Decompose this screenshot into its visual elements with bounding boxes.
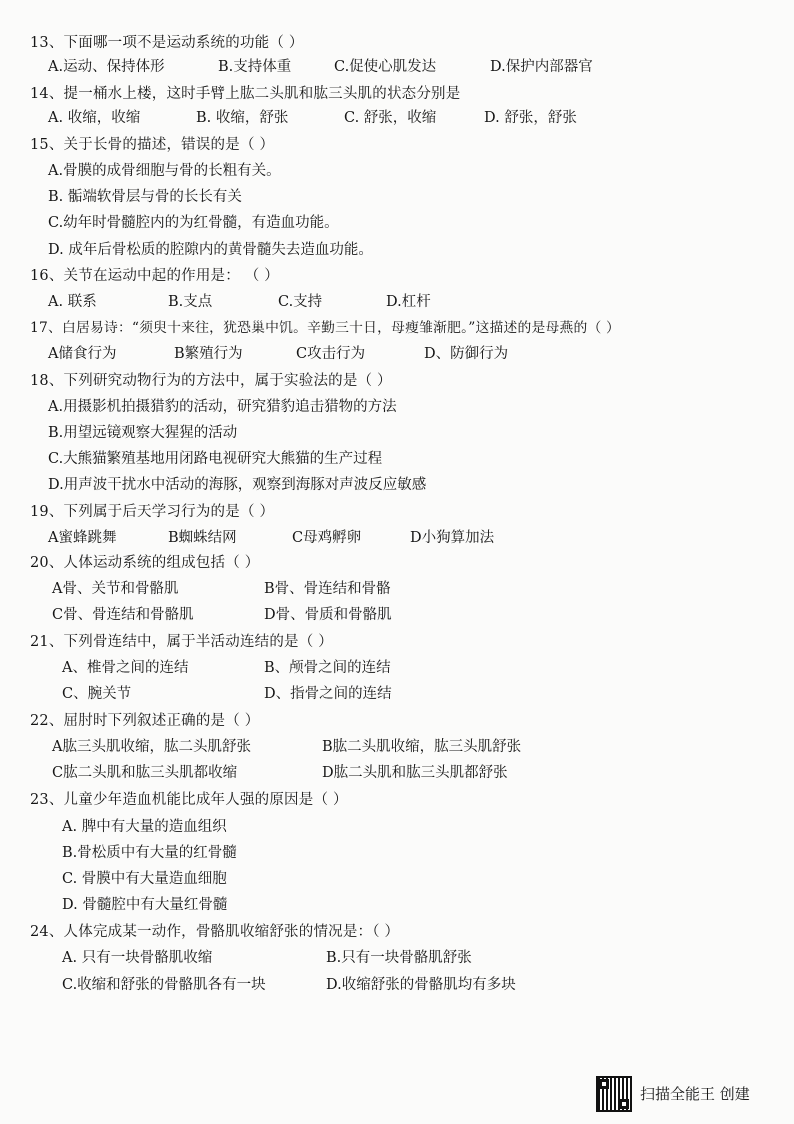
option-d: D.杠杆 bbox=[386, 294, 431, 310]
option-c: C.幼年时骨髓腔内的为红骨髓，有造血功能。 bbox=[48, 215, 339, 231]
option-b: B.骨松质中有大量的红骨髓 bbox=[62, 845, 237, 861]
option-a: A.用摄影机拍摄猎豹的活动，研究猎豹追击猎物的方法 bbox=[48, 399, 397, 415]
option-b: B骨、骨连结和骨骼 bbox=[264, 581, 391, 597]
question-stem: 15、关于长骨的描述，错误的是（ ） bbox=[30, 137, 275, 153]
option-c: C.促使心肌发达 bbox=[334, 59, 437, 75]
option-d: D、指骨之间的连结 bbox=[264, 686, 392, 702]
question-stem: 13、下面哪一项不是运动系统的功能（ ） bbox=[30, 35, 304, 51]
watermark-text: 扫描全能王 创建 bbox=[640, 1085, 750, 1103]
question-stem: 14、提一桶水上楼，这时手臂上肱二头肌和肱三头肌的状态分别是 bbox=[30, 86, 461, 102]
option-b: B繁殖行为 bbox=[174, 346, 243, 362]
option-d: D.保护内部器官 bbox=[490, 59, 593, 75]
option-c: C.支持 bbox=[278, 294, 323, 310]
option-d: D小狗算加法 bbox=[410, 530, 495, 546]
option-a: A肱三头肌收缩，肱二头肌舒张 bbox=[52, 739, 251, 755]
option-c: C. 舒张，收缩 bbox=[344, 110, 437, 126]
option-c: C攻击行为 bbox=[296, 346, 366, 362]
question-stem: 23、儿童少年造血机能比成年人强的原因是（ ） bbox=[30, 792, 348, 808]
option-b: B肱二头肌收缩，肱三头肌舒张 bbox=[322, 739, 522, 755]
question-stem: 21、下列骨连结中，属于半活动连结的是（ ） bbox=[30, 634, 333, 650]
qr-code-icon bbox=[596, 1076, 632, 1112]
question-stem: 22、屈肘时下列叙述正确的是（ ） bbox=[30, 713, 260, 729]
scanner-watermark bbox=[596, 1076, 786, 1112]
option-c: C母鸡孵卵 bbox=[292, 530, 362, 546]
option-d: D. 骨髓腔中有大量红骨髓 bbox=[62, 897, 228, 913]
option-a: A. 联系 bbox=[48, 294, 97, 310]
option-a: A.骨膜的成骨细胞与骨的长粗有关。 bbox=[48, 163, 281, 179]
question-stem: 16、关节在运动中起的作用是： （ ） bbox=[30, 268, 279, 284]
option-b: B. 收缩，舒张 bbox=[196, 110, 289, 126]
option-a: A. 脾中有大量的造血组织 bbox=[62, 819, 227, 835]
option-d: D.用声波干扰水中活动的海豚，观察到海豚对声波反应敏感 bbox=[48, 477, 427, 493]
option-c: C.收缩和舒张的骨骼肌各有一块 bbox=[62, 977, 266, 993]
option-b: B.支点 bbox=[168, 294, 213, 310]
question-stem: 18、下列研究动物行为的方法中，属于实验法的是（ ） bbox=[30, 373, 392, 389]
option-d: D、防御行为 bbox=[424, 346, 509, 362]
option-c: C.大熊猫繁殖基地用闭路电视研究大熊猫的生产过程 bbox=[48, 451, 383, 467]
question-stem: 24、人体完成某一动作，骨骼肌收缩舒张的情况是：（ ） bbox=[30, 924, 400, 940]
option-a: A储食行为 bbox=[48, 346, 117, 362]
option-b: B.用望远镜观察大猩猩的活动 bbox=[48, 425, 238, 441]
option-c: C骨、骨连结和骨骼肌 bbox=[52, 607, 194, 623]
option-b: B. 骺端软骨层与骨的长长有关 bbox=[48, 189, 242, 205]
option-d: D. 舒张，舒张 bbox=[484, 110, 577, 126]
option-d: D.收缩舒张的骨骼肌均有多块 bbox=[326, 977, 516, 993]
option-b: B.支持体重 bbox=[218, 59, 292, 75]
question-stem: 19、下列属于后天学习行为的是（ ） bbox=[30, 504, 275, 520]
option-c: C. 骨膜中有大量造血细胞 bbox=[62, 871, 227, 887]
option-c: C肱二头肌和肱三头肌都收缩 bbox=[52, 765, 238, 781]
option-a: A骨、关节和骨骼肌 bbox=[52, 581, 179, 597]
option-a: A. 收缩，收缩 bbox=[48, 110, 141, 126]
option-a: A.运动、保持体形 bbox=[48, 59, 165, 75]
option-c: C、腕关节 bbox=[62, 686, 132, 702]
option-b: B.只有一块骨骼肌舒张 bbox=[326, 950, 472, 966]
option-d: D骨、骨质和骨骼肌 bbox=[264, 607, 392, 623]
option-a: A蜜蜂跳舞 bbox=[48, 530, 117, 546]
option-a: A. 只有一块骨骼肌收缩 bbox=[62, 950, 213, 966]
option-d: D. 成年后骨松质的腔隙内的黄骨髓失去造血功能。 bbox=[48, 242, 373, 258]
option-b: B蜘蛛结网 bbox=[168, 530, 237, 546]
option-b: B、颅骨之间的连结 bbox=[264, 660, 391, 676]
question-stem: 17、白居易诗：“须臾十来往，犹恐巢中饥。辛勤三十日，母瘦雏渐肥。”这描述的是母燕的（ ） bbox=[30, 320, 621, 336]
option-a: A、椎骨之间的连结 bbox=[62, 660, 189, 676]
question-stem: 20、人体运动系统的组成包括（ ） bbox=[30, 555, 260, 571]
option-d: D肱二头肌和肱三头肌都舒张 bbox=[322, 765, 508, 781]
